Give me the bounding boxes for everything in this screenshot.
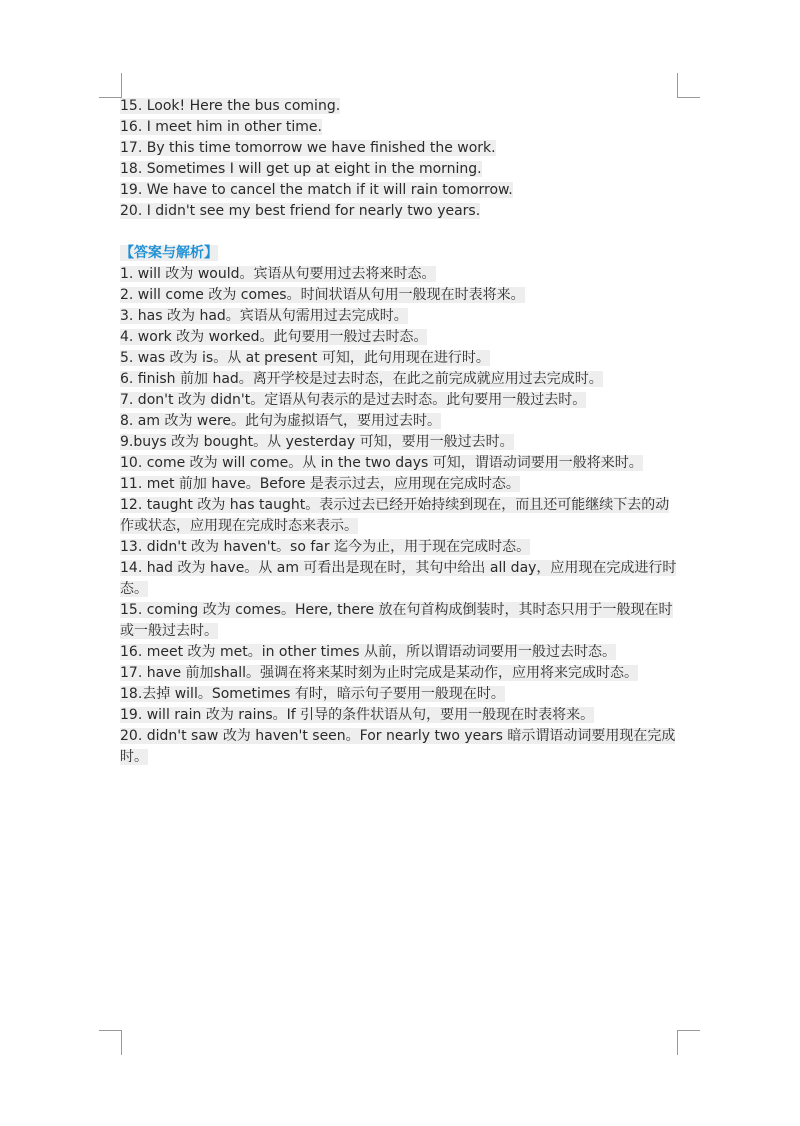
exercise-text: 17. By this time tomorrow we have finished the work. (120, 140, 496, 156)
answer-line (120, 453, 682, 474)
answer-line (120, 726, 682, 768)
document-content (120, 96, 682, 768)
exercise-line (120, 201, 682, 222)
answer-text: 15. coming 改为 comes。Here, there 放在句首构成倒装时，其时态只用于一般现在时或一般过去时。 (120, 602, 673, 639)
exercise-line (120, 96, 682, 117)
answer-line (120, 390, 682, 411)
answer-line (120, 558, 682, 600)
answer-line (120, 495, 682, 537)
exercise-text: 16. I meet him in other time. (120, 119, 322, 135)
answer-line (120, 369, 682, 390)
answer-text: 19. will rain 改为 rains。If 引导的条件状语从句，要用一般现在时表将来。 (120, 707, 595, 723)
answer-text: 16. meet 改为 met。in other times 从前，所以谓语动词要用一般过去时态。 (120, 644, 617, 660)
exercise-line (120, 159, 682, 180)
answer-text: 17. have 前加shall。强调在将来某时刻为止时完成是某动作，应用将来完成时态。 (120, 665, 639, 681)
answer-line (120, 537, 682, 558)
answer-line (120, 642, 682, 663)
exercise-line (120, 180, 682, 201)
answer-text: 3. has 改为 had。宾语从句需用过去完成时。 (120, 308, 408, 324)
answer-line (120, 432, 682, 453)
exercise-text: 15. Look! Here the bus coming. (120, 98, 341, 114)
crop-mark-top-right (677, 73, 700, 98)
answer-line (120, 705, 682, 726)
exercise-line (120, 117, 682, 138)
answer-line (120, 264, 682, 285)
answer-line (120, 327, 682, 348)
answer-text: 18.去掉 will。Sometimes 有时，暗示句子要用一般现在时。 (120, 686, 505, 702)
answer-text: 2. will come 改为 comes。时间状语从句用一般现在时表将来。 (120, 287, 525, 303)
answer-text: 6. finish 前加 had。离开学校是过去时态，在此之前完成就应用过去完成时。 (120, 371, 603, 387)
answer-text: 10. come 改为 will come。从 in the two days 可知，谓语动词要用一般将来时。 (120, 455, 643, 471)
crop-mark-bottom-left (99, 1030, 122, 1055)
answer-text: 4. work 改为 worked。此句要用一般过去时态。 (120, 329, 428, 345)
answer-text: 1. will 改为 would。宾语从句要用过去将来时态。 (120, 266, 436, 282)
answer-line (120, 600, 682, 642)
answer-line (120, 684, 682, 705)
answer-text: 7. don't 改为 didn't。定语从句表示的是过去时态。此句要用一般过去时。 (120, 392, 587, 408)
answer-heading-text: 【答案与解析】 (120, 245, 218, 261)
answer-heading (120, 243, 682, 264)
answer-text: 5. was 改为 is。从 at present 可知，此句用现在进行时。 (120, 350, 490, 366)
crop-mark-top-left (99, 73, 122, 98)
answer-text: 11. met 前加 have。Before 是表示过去，应用现在完成时态。 (120, 476, 520, 492)
exercise-line (120, 138, 682, 159)
exercise-text: 18. Sometimes I will get up at eight in the morning. (120, 161, 482, 177)
answer-text: 13. didn't 改为 haven't。so far 迄今为止，用于现在完成时态。 (120, 539, 531, 555)
exercise-text: 19. We have to cancel the match if it will rain tomorrow. (120, 182, 513, 198)
crop-mark-bottom-right (677, 1030, 700, 1055)
answer-line (120, 306, 682, 327)
answer-text: 20. didn't saw 改为 haven't seen。For nearly two years 暗示谓语动词要用现在完成时。 (120, 728, 676, 765)
answer-line (120, 411, 682, 432)
answer-text: 8. am 改为 were。此句为虚拟语气，要用过去时。 (120, 413, 442, 429)
answer-text: 12. taught 改为 has taught。表示过去已经开始持续到现在，而且还可能继续下去的动作或状态，应用现在完成时态来表示。 (120, 497, 670, 534)
answer-text: 9.buys 改为 bought。从 yesterday 可知，要用一般过去时。 (120, 434, 514, 450)
answer-line (120, 285, 682, 306)
answer-line (120, 348, 682, 369)
answer-line (120, 474, 682, 495)
spacer (120, 222, 682, 243)
answer-text: 14. had 改为 have。从 am 可看出是现在时，其句中给出 all day，应用现在完成进行时态。 (120, 560, 677, 597)
answer-line (120, 663, 682, 684)
exercise-text: 20. I didn't see my best friend for nearly two years. (120, 203, 481, 219)
